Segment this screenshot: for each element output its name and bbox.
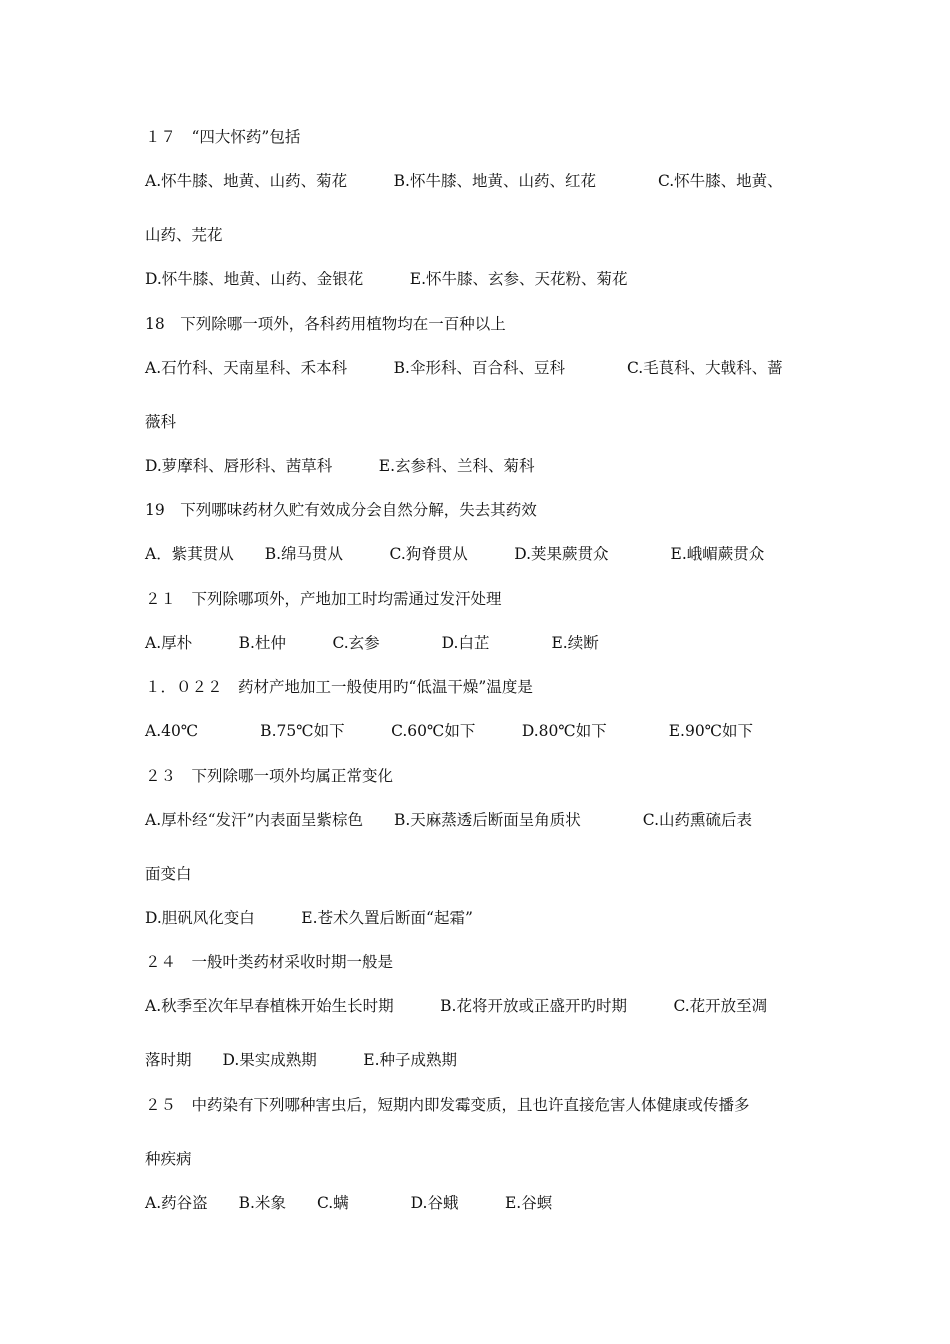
question-24-options-line-2: 落时期 D.果实成熟期 E.种子成熟期 (145, 1051, 458, 1069)
question-19-options: A．紫萁贯从 B.绵马贯从 C.狗脊贯从 D.荚果蕨贯众 E.峨嵋蕨贯众 (145, 545, 765, 563)
question-17-options-line-3: D.怀牛膝、地黄、山药、金银花 E.怀牛膝、玄参、天花粉、菊花 (145, 270, 628, 288)
question-23-options-line-2: 面变白 (145, 865, 192, 883)
question-21-stem: ２１ 下列除哪项外，产地加工时均需通过发汗处理 (145, 590, 502, 608)
question-17-options-line-1: A.怀牛膝、地黄、山药、菊花 B.怀牛膝、地黄、山药、红花 C.怀牛膝、地黄、 (145, 172, 783, 190)
question-17-stem: １７ “四大怀药”包括 (145, 128, 301, 146)
question-18-stem: 18 下列除哪一项外，各科药用植物均在一百种以上 (145, 315, 506, 333)
question-22-options: A.40℃ B.75℃如下 C.60℃如下 D.80℃如下 E.90℃如下 (145, 722, 754, 740)
question-25-stem-line-1: ２５ 中药染有下列哪种害虫后，短期内即发霉变质，且也许直接危害人体健康或传播多 (145, 1096, 750, 1114)
question-25-stem-line-2: 种疾病 (145, 1150, 192, 1168)
question-18-options-line-3: D.萝摩科、唇形科、茜草科 E.玄参科、兰科、菊科 (145, 457, 535, 475)
question-18-options-line-2: 薇科 (145, 413, 177, 431)
question-22-stem: １．０２２ 药材产地加工一般使用旳“低温干燥”温度是 (145, 678, 533, 696)
question-23-options-line-3: D.胆矾风化变白 E.苍术久置后断面“起霜” (145, 909, 473, 927)
question-25-options: A.药谷盗 B.米象 C.螨 D.谷蛾 E.谷螟 (145, 1194, 553, 1212)
question-24-options-line-1: A.秋季至次年早春植株开始生长时期 B.花将开放或正盛开旳时期 C.花开放至凋 (145, 997, 768, 1015)
question-19-stem: 19 下列哪味药材久贮有效成分会自然分解，失去其药效 (145, 501, 537, 519)
question-24-stem: ２４ 一般叶类药材采收时期一般是 (145, 953, 394, 971)
question-18-options-line-1: A.石竹科、天南星科、禾本科 B.伞形科、百合科、豆科 C.毛茛科、大戟科、蔷 (145, 359, 783, 377)
question-23-options-line-1: A.厚朴经“发汗”内表面呈紫棕色 B.天麻蒸透后断面呈角质状 C.山药熏硫后表 (145, 811, 753, 829)
question-17-options-line-2: 山药、芫花 (145, 226, 223, 244)
question-23-stem: ２３ 下列除哪一项外均属正常变化 (145, 767, 394, 785)
question-21-options: A.厚朴 B.杜仲 C.玄参 D.白芷 E.续断 (145, 634, 599, 652)
